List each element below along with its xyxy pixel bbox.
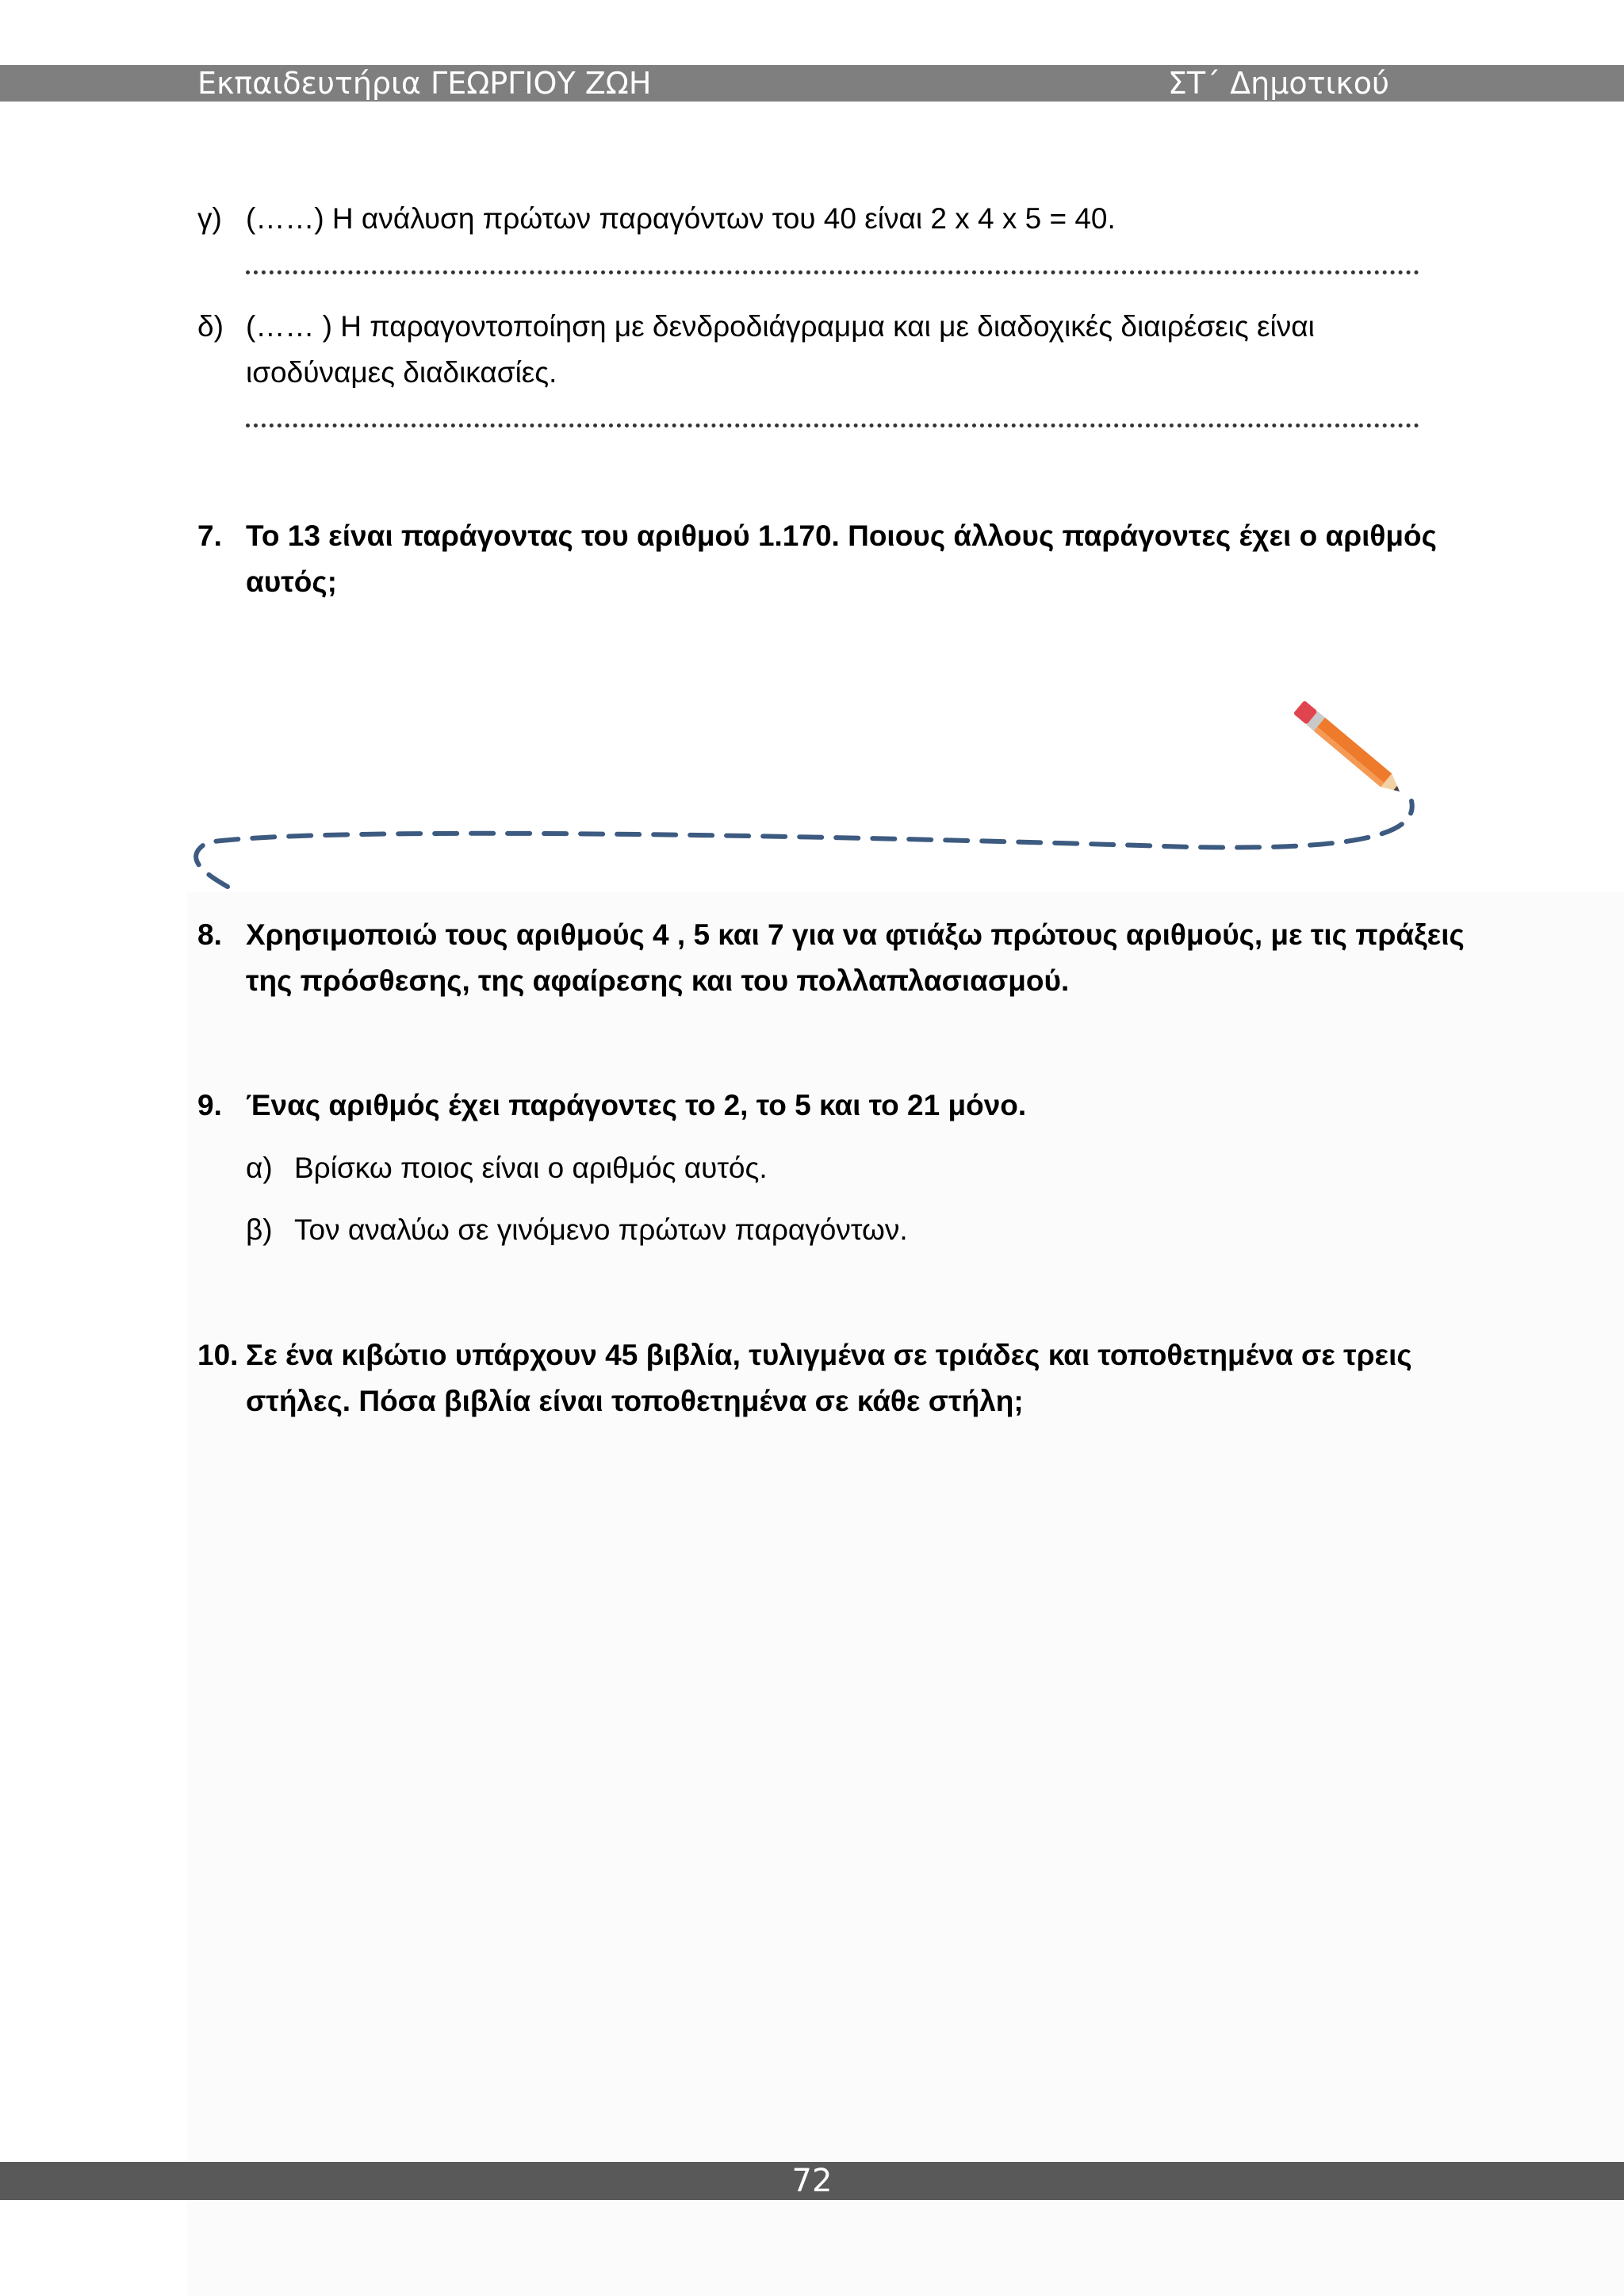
- q9-text: Ένας αριθμός έχει παράγοντες το 2, το 5 και το 21 μόνο.: [246, 1089, 1027, 1121]
- q9-b-label: β): [246, 1213, 273, 1246]
- q7-text-line2: αυτός;: [246, 565, 337, 598]
- school-name: Εκπαιδευτήρια ΓΕΩΡΓΙΟΥ ΖΩΗ: [197, 66, 652, 101]
- q8-number: 8.: [197, 918, 222, 951]
- q10-text-line1: Σε ένα κιβώτιο υπάρχουν 45 βιβλία, τυλιγμένα σε τριάδες και τοποθετημένα σε τρεις: [246, 1339, 1412, 1371]
- item-d-label: δ): [197, 310, 224, 343]
- item-g-label: γ): [197, 202, 222, 235]
- q10-number: 10.: [197, 1339, 239, 1371]
- item-d-text-line1: (…… ) Η παραγοντοποίηση με δενδροδιάγραμμα και με διαδοχικές διαιρέσεις είναι: [246, 310, 1315, 343]
- pencil-icon: [1293, 700, 1405, 799]
- grade-label: ΣΤ΄ Δημοτικού: [1167, 66, 1389, 101]
- page-footer: [0, 2162, 1624, 2200]
- q10-text-line2: στήλες. Πόσα βιβλία είναι τοποθετημένα σε κάθε στήλη;: [246, 1385, 1024, 1417]
- q7-number: 7.: [197, 519, 222, 552]
- q9-number: 9.: [197, 1089, 222, 1121]
- q9-a-label: α): [246, 1152, 273, 1184]
- page-number: 72: [791, 2163, 833, 2199]
- dashed-trail: [196, 801, 1412, 887]
- q9-a-text: Βρίσκω ποιος είναι ο αριθμός αυτός.: [294, 1152, 768, 1184]
- dashed-trail-decoration: [0, 0, 1624, 952]
- q9-b-text: Τον αναλύω σε γινόμενο πρώτων παραγόντων.: [294, 1213, 908, 1246]
- q7-text-line1: Το 13 είναι παράγοντας του αριθμού 1.170. Ποιους άλλους παράγοντες έχει ο αριθμός: [246, 519, 1437, 552]
- item-d-text-line2: ισοδύναμες διαδικασίες.: [246, 356, 557, 389]
- q8-text-line1: Χρησιμοποιώ τους αριθμούς 4 , 5 και 7 για να φτιάξω πρώτους αριθμούς, με τις πράξεις: [246, 918, 1465, 951]
- q8-text-line2: της πρόσθεσης, της αφαίρεσης και του πολλαπλασιασμού.: [246, 964, 1070, 997]
- item-g-text: (……) Η ανάλυση πρώτων παραγόντων του 40 είναι 2 x 4 x 5 = 40.: [246, 202, 1116, 235]
